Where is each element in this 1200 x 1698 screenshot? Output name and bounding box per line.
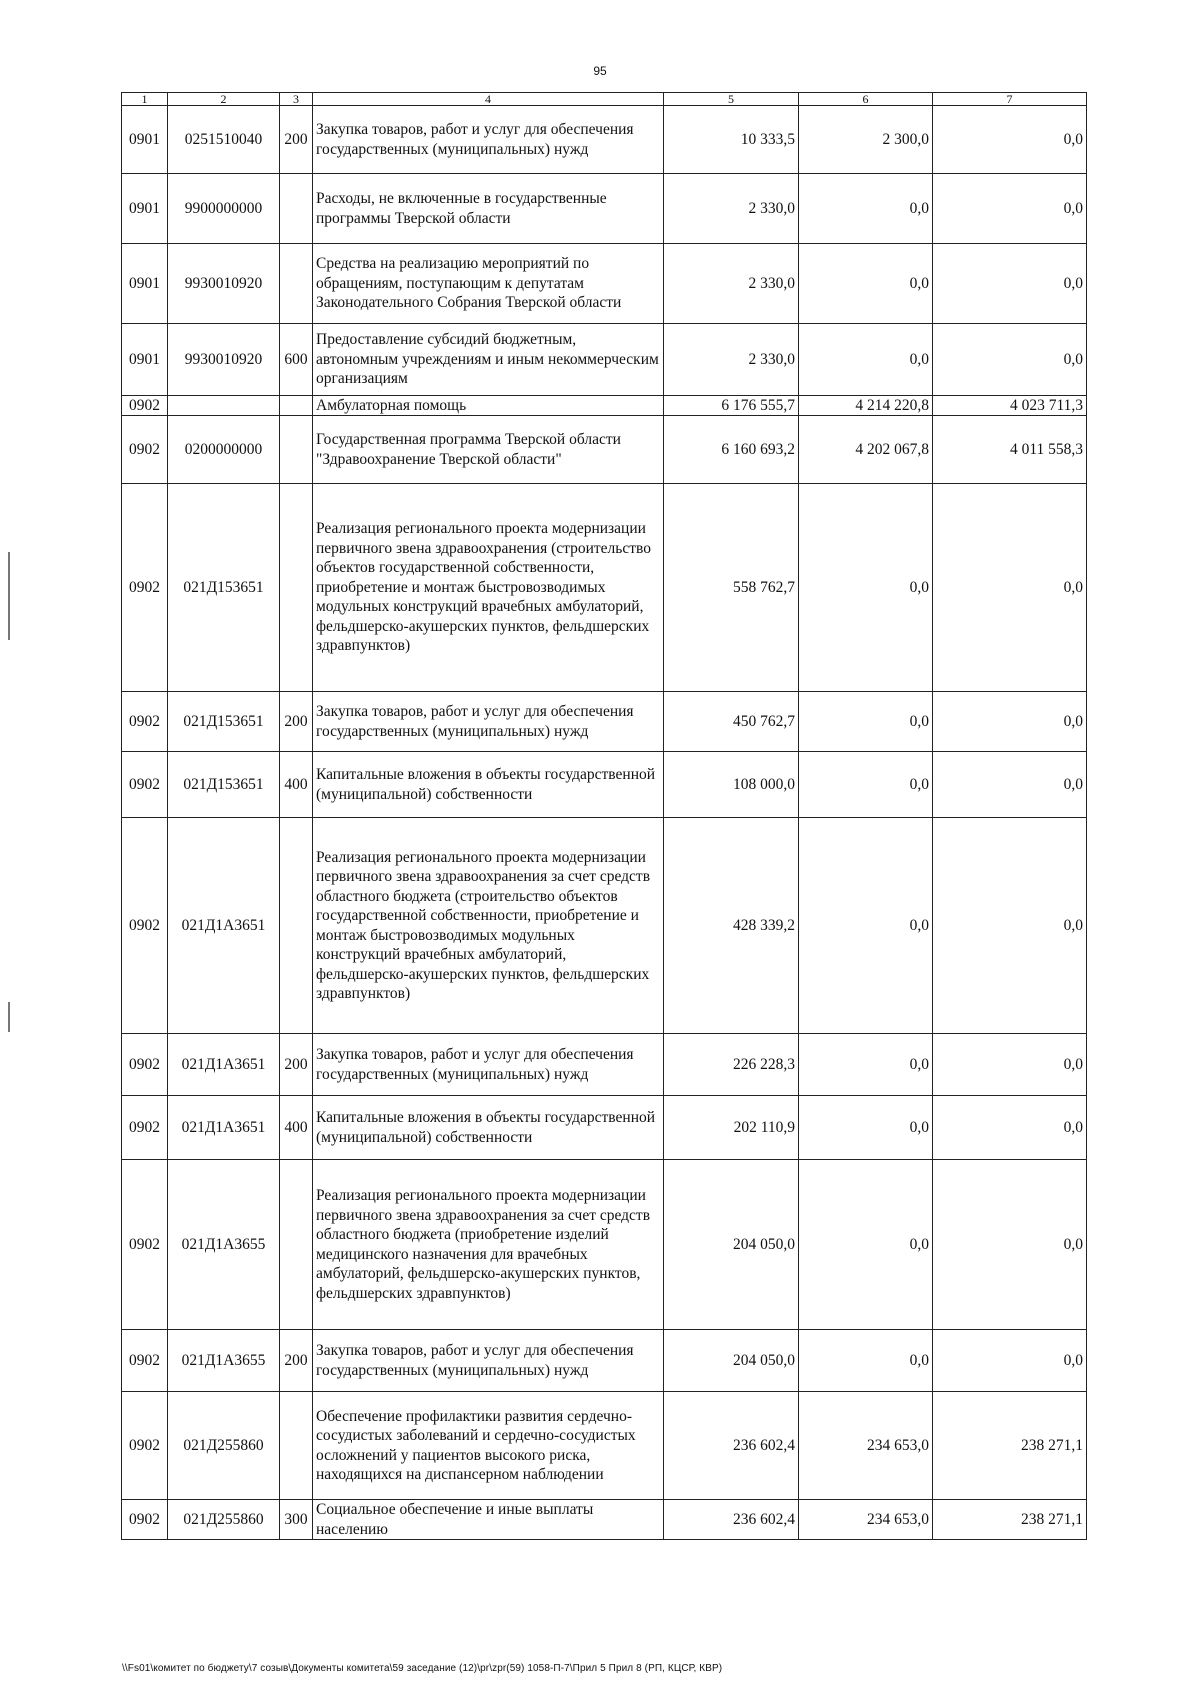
expense-type-code: [280, 818, 313, 1034]
section-code: 0902: [122, 1330, 168, 1392]
section-code: 0902: [122, 396, 168, 416]
expense-description: Предоставление субсидий бюджетным, автономным учреждениям и иным некоммерческим организациям: [313, 324, 664, 396]
table-row: [122, 106, 1087, 174]
expense-description: Реализация регионального проекта модернизации первичного звена здравоохранения за счет средств областного бюджета (строительство объектов государственной собственности, приобретение и монтаж быстровозводимых модульных конструкций врачебных амбулаторий, фельдшерско-акушерских пунктов, фельдшерских здравпунктов): [313, 818, 664, 1034]
expense-type-code: 600: [280, 324, 313, 396]
table-row: [122, 752, 1087, 818]
value-col-5: 10 333,5: [664, 106, 799, 174]
target-article-code: 021Д1А3651: [168, 1034, 280, 1096]
value-col-5: 2 330,0: [664, 174, 799, 244]
expense-description: Средства на реализацию мероприятий по обращениям, поступающим к депутатам Законодательного Собрания Тверской области: [313, 244, 664, 324]
header-col-4: 4: [313, 93, 664, 106]
value-col-7: 0,0: [933, 818, 1087, 1034]
header-col-5: 5: [664, 93, 799, 106]
value-col-7: 0,0: [933, 1034, 1087, 1096]
value-col-5: 6 176 555,7: [664, 396, 799, 416]
expense-description: Амбулаторная помощь: [313, 396, 664, 416]
section-code: 0902: [122, 1500, 168, 1540]
value-col-6: 0,0: [799, 1034, 933, 1096]
value-col-5: 204 050,0: [664, 1160, 799, 1330]
value-col-6: 0,0: [799, 1330, 933, 1392]
section-code: 0901: [122, 324, 168, 396]
table-header-row: [122, 93, 1087, 106]
value-col-6: 0,0: [799, 244, 933, 324]
target-article-code: 021Д255860: [168, 1392, 280, 1500]
value-col-5: 428 339,2: [664, 818, 799, 1034]
table-row: [122, 1392, 1087, 1500]
margin-mark: [8, 552, 10, 640]
section-code: 0902: [122, 1096, 168, 1160]
expense-description: Капитальные вложения в объекты государственной (муниципальной) собственности: [313, 752, 664, 818]
header-col-7: 7: [933, 93, 1087, 106]
section-code: 0901: [122, 244, 168, 324]
expense-type-code: 200: [280, 692, 313, 752]
expense-description: Расходы, не включенные в государственные программы Тверской области: [313, 174, 664, 244]
expense-type-code: 300: [280, 1500, 313, 1540]
value-col-7: 238 271,1: [933, 1392, 1087, 1500]
value-col-7: 0,0: [933, 1160, 1087, 1330]
section-code: 0902: [122, 484, 168, 692]
table-row: [122, 692, 1087, 752]
target-article-code: 021Д1А3651: [168, 1096, 280, 1160]
target-article-code: [168, 396, 280, 416]
header-col-6: 6: [799, 93, 933, 106]
value-col-6: 0,0: [799, 324, 933, 396]
target-article-code: 0251510040: [168, 106, 280, 174]
target-article-code: 021Д1А3651: [168, 818, 280, 1034]
value-col-7: 0,0: [933, 174, 1087, 244]
expense-description: Закупка товаров, работ и услуг для обеспечения государственных (муниципальных) нужд: [313, 692, 664, 752]
table-row: [122, 244, 1087, 324]
header-col-1: 1: [122, 93, 168, 106]
value-col-6: 0,0: [799, 1096, 933, 1160]
target-article-code: 0200000000: [168, 416, 280, 484]
expense-type-code: [280, 416, 313, 484]
section-code: 0902: [122, 416, 168, 484]
value-col-5: 236 602,4: [664, 1500, 799, 1540]
table-row: [122, 1330, 1087, 1392]
section-code: 0902: [122, 1160, 168, 1330]
page-number: 95: [593, 64, 607, 78]
expense-description: Социальное обеспечение и иные выплаты населению: [313, 1500, 664, 1540]
value-col-7: 0,0: [933, 752, 1087, 818]
value-col-5: 202 110,9: [664, 1096, 799, 1160]
value-col-5: 558 762,7: [664, 484, 799, 692]
expense-description: Закупка товаров, работ и услуг для обеспечения государственных (муниципальных) нужд: [313, 1034, 664, 1096]
section-code: 0901: [122, 106, 168, 174]
value-col-6: 4 202 067,8: [799, 416, 933, 484]
section-code: 0902: [122, 818, 168, 1034]
value-col-7: 4 023 711,3: [933, 396, 1087, 416]
value-col-6: 234 653,0: [799, 1500, 933, 1540]
budget-table: [121, 92, 1087, 1540]
section-code: 0901: [122, 174, 168, 244]
header-col-3: 3: [280, 93, 313, 106]
value-col-6: 0,0: [799, 484, 933, 692]
table-row: [122, 1160, 1087, 1330]
expense-type-code: 200: [280, 1034, 313, 1096]
value-col-6: 0,0: [799, 818, 933, 1034]
table-row: [122, 416, 1087, 484]
section-code: 0902: [122, 692, 168, 752]
section-code: 0902: [122, 1392, 168, 1500]
target-article-code: 021Д153651: [168, 692, 280, 752]
value-col-6: 0,0: [799, 752, 933, 818]
value-col-6: 0,0: [799, 1160, 933, 1330]
expense-type-code: 200: [280, 106, 313, 174]
value-col-7: 0,0: [933, 1330, 1087, 1392]
table-row: [122, 174, 1087, 244]
table-row: [122, 1096, 1087, 1160]
value-col-6: 0,0: [799, 174, 933, 244]
expense-description: Государственная программа Тверской области "Здравоохранение Тверской области": [313, 416, 664, 484]
expense-type-code: [280, 1392, 313, 1500]
value-col-5: 2 330,0: [664, 324, 799, 396]
expense-type-code: [280, 174, 313, 244]
value-col-6: 0,0: [799, 692, 933, 752]
target-article-code: 021Д1А3655: [168, 1160, 280, 1330]
value-col-6: 2 300,0: [799, 106, 933, 174]
table-row: [122, 484, 1087, 692]
expense-type-code: 400: [280, 752, 313, 818]
value-col-5: 204 050,0: [664, 1330, 799, 1392]
value-col-7: 0,0: [933, 324, 1087, 396]
target-article-code: 9930010920: [168, 244, 280, 324]
value-col-7: 0,0: [933, 244, 1087, 324]
expense-description: Обеспечение профилактики развития сердечно-сосудистых заболеваний и сердечно-сосудистых осложнений у пациентов высокого риска, находящихся на диспансерном наблюдении: [313, 1392, 664, 1500]
value-col-7: 0,0: [933, 106, 1087, 174]
target-article-code: 9900000000: [168, 174, 280, 244]
value-col-7: 4 011 558,3: [933, 416, 1087, 484]
target-article-code: 021Д255860: [168, 1500, 280, 1540]
value-col-7: 0,0: [933, 692, 1087, 752]
value-col-5: 2 330,0: [664, 244, 799, 324]
expense-description: Реализация регионального проекта модернизации первичного звена здравоохранения за счет средств областного бюджета (приобретение изделий медицинского назначения для врачебных амбулаторий, фельдшерско-акушерских пунктов, фельдшерских здравпунктов): [313, 1160, 664, 1330]
expense-type-code: [280, 1160, 313, 1330]
value-col-7: 0,0: [933, 484, 1087, 692]
table-row: [122, 1034, 1087, 1096]
expense-type-code: [280, 484, 313, 692]
expense-type-code: [280, 396, 313, 416]
value-col-6: 234 653,0: [799, 1392, 933, 1500]
expense-type-code: [280, 244, 313, 324]
section-code: 0902: [122, 752, 168, 818]
table-row: [122, 396, 1087, 416]
section-code: 0902: [122, 1034, 168, 1096]
value-col-5: 6 160 693,2: [664, 416, 799, 484]
expense-description: Закупка товаров, работ и услуг для обеспечения государственных (муниципальных) нужд: [313, 1330, 664, 1392]
value-col-5: 226 228,3: [664, 1034, 799, 1096]
footer-file-path: \\Fs01\комитет по бюджету\7 созыв\Документы комитета\59 заседание (12)\pr\zpr(59) 1058-П-7\Прил 5 Прил 8 (РП, КЦСР, КВР): [122, 1663, 723, 1674]
value-col-7: 0,0: [933, 1096, 1087, 1160]
margin-mark: [8, 1002, 10, 1032]
target-article-code: 021Д153651: [168, 484, 280, 692]
header-col-2: 2: [168, 93, 280, 106]
target-article-code: 9930010920: [168, 324, 280, 396]
value-col-5: 236 602,4: [664, 1392, 799, 1500]
value-col-7: 238 271,1: [933, 1500, 1087, 1540]
expense-description: Реализация регионального проекта модернизации первичного звена здравоохранения (строительство объектов государственной собственности, приобретение и монтаж быстровозводимых модульных конструкций врачебных амбулаторий, фельдшерско-акушерских пунктов, фельдшерских здравпунктов): [313, 484, 664, 692]
expense-type-code: 200: [280, 1330, 313, 1392]
target-article-code: 021Д153651: [168, 752, 280, 818]
expense-description: Закупка товаров, работ и услуг для обеспечения государственных (муниципальных) нужд: [313, 106, 664, 174]
value-col-5: 450 762,7: [664, 692, 799, 752]
value-col-6: 4 214 220,8: [799, 396, 933, 416]
expense-type-code: 400: [280, 1096, 313, 1160]
expense-description: Капитальные вложения в объекты государственной (муниципальной) собственности: [313, 1096, 664, 1160]
table-row: [122, 1500, 1087, 1540]
target-article-code: 021Д1А3655: [168, 1330, 280, 1392]
value-col-5: 108 000,0: [664, 752, 799, 818]
table-row: [122, 324, 1087, 396]
table-row: [122, 818, 1087, 1034]
